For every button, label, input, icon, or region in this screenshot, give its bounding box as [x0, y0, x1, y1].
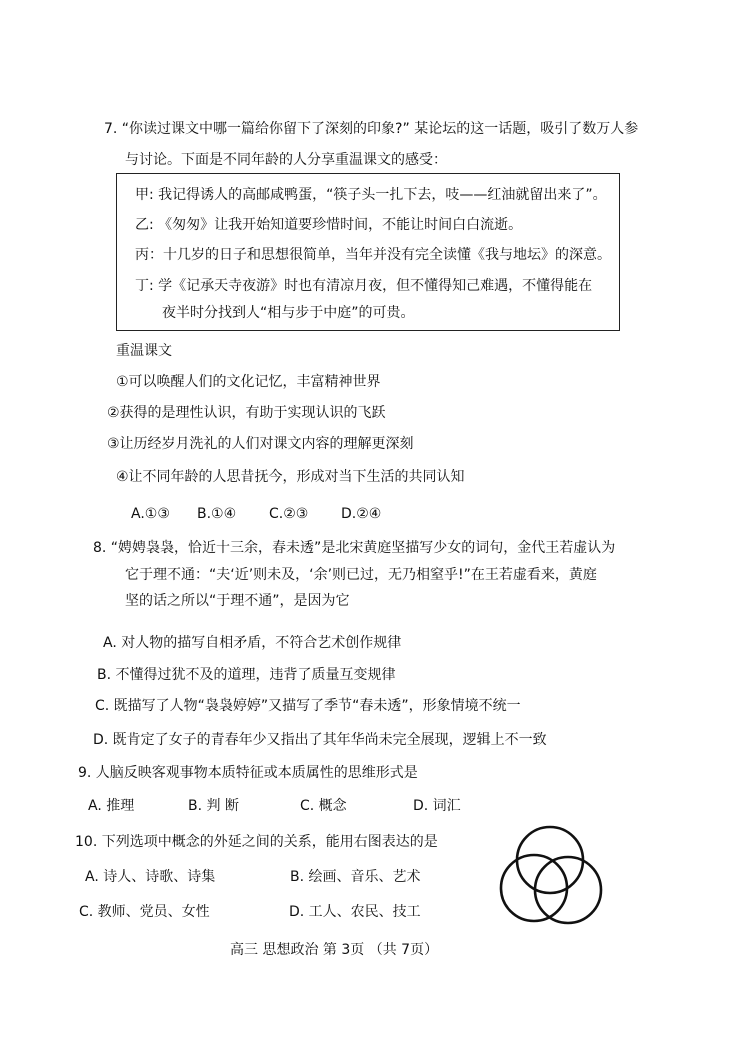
q7-item-3: ③让历经岁月洗礼的人们对课文内容的理解更深刻 — [107, 436, 414, 452]
q7-item-2: ②获得的是理性认识，有助于实现认识的飞跃 — [107, 405, 386, 421]
q8-option-b: B. 不懂得过犹不及的道理，违背了质量互变规律 — [97, 667, 396, 683]
q8-option-d: D. 既肯定了女子的青春年少又指出了其年华尚未完全展现，逻辑上不一致 — [93, 732, 547, 748]
q8-stem-line2: 它于理不通：“夫‘近’则未及，‘余’则已过，无乃相窒乎!”在王若虚看来，黄庭 — [125, 567, 597, 583]
q8-stem-line3: 坚的话之所以“于理不通”，是因为它 — [125, 593, 350, 609]
q7-caption: 重温课文 — [116, 343, 172, 359]
q7-box-jia: 甲: 我记得诱人的高邮咸鸭蛋，“筷子头一扎下去，吱——红油就留出来了”。 — [135, 187, 607, 203]
q10-option-b: B. 绘画、音乐、艺术 — [290, 869, 421, 885]
q9-option-d: D. 词汇 — [413, 798, 461, 814]
page-footer: 高三 思想政治 第 3页 （共 7页） — [230, 942, 439, 958]
q10-option-c: C. 教师、党员、女性 — [79, 904, 210, 920]
q7-option-b: B.①④ — [197, 506, 237, 522]
q9-option-b: B. 判 断 — [188, 798, 239, 814]
q9-option-c: C. 概念 — [300, 798, 347, 814]
q9-option-a: A. 推理 — [88, 798, 135, 814]
q10-option-d: D. 工人、农民、技工 — [289, 904, 421, 920]
q8-stem-line1: 8. “娉娉袅袅，恰近十三余，春未透”是北宋黄庭坚描写少女的词句，金代王若虚认为 — [93, 540, 616, 556]
q7-box-ding-line2: 夜半时分找到人“相与步于中庭”的可贵。 — [162, 305, 415, 321]
q7-stem-line1: 7. “你读过课文中哪一篇给你留下了深刻的印象?” 某论坛的这一话题，吸引了数万人参 — [104, 121, 639, 137]
q7-item-4: ④让不同年龄的人思昔抚今，形成对当下生活的共同认知 — [116, 469, 465, 485]
q9-stem: 9. 人脑反映客观事物本质特征或本质属性的思维形式是 — [78, 765, 418, 781]
q7-option-c: C.②③ — [269, 506, 309, 522]
q10-stem: 10. 下列选项中概念的外延之间的关系，能用右图表达的是 — [75, 834, 438, 850]
q7-item-1: ①可以唤醒人们的文化记忆，丰富精神世界 — [116, 374, 381, 390]
venn-diagram-figure — [492, 820, 612, 940]
q8-option-c: C. 既描写了人物“袅袅婷婷”又描写了季节“春未透”，形象情境不统一 — [95, 698, 521, 714]
q8-option-a: A. 对人物的描写自相矛盾，不符合艺术创作规律 — [103, 635, 402, 651]
q10-option-a: A. 诗人、诗歌、诗集 — [85, 869, 216, 885]
q7-box-bing: 丙：十几岁的日子和思想很简单，当年并没有完全读懂《我与地坛》的深意。 — [135, 247, 611, 263]
q7-option-a: A.①③ — [131, 506, 170, 522]
q7-box-ding-line1: 丁: 学《记承天寺夜游》时也有清凉月夜，但不懂得知己难遇，不懂得能在 — [135, 278, 593, 294]
q7-box-yi: 乙: 《匆匆》让我开始知道要珍惜时间，不能让时间白白流逝。 — [135, 217, 523, 233]
q7-option-d: D.②④ — [341, 506, 382, 522]
q7-stem-line2: 与讨论。下面是不同年龄的人分享重温课文的感受： — [125, 152, 447, 168]
